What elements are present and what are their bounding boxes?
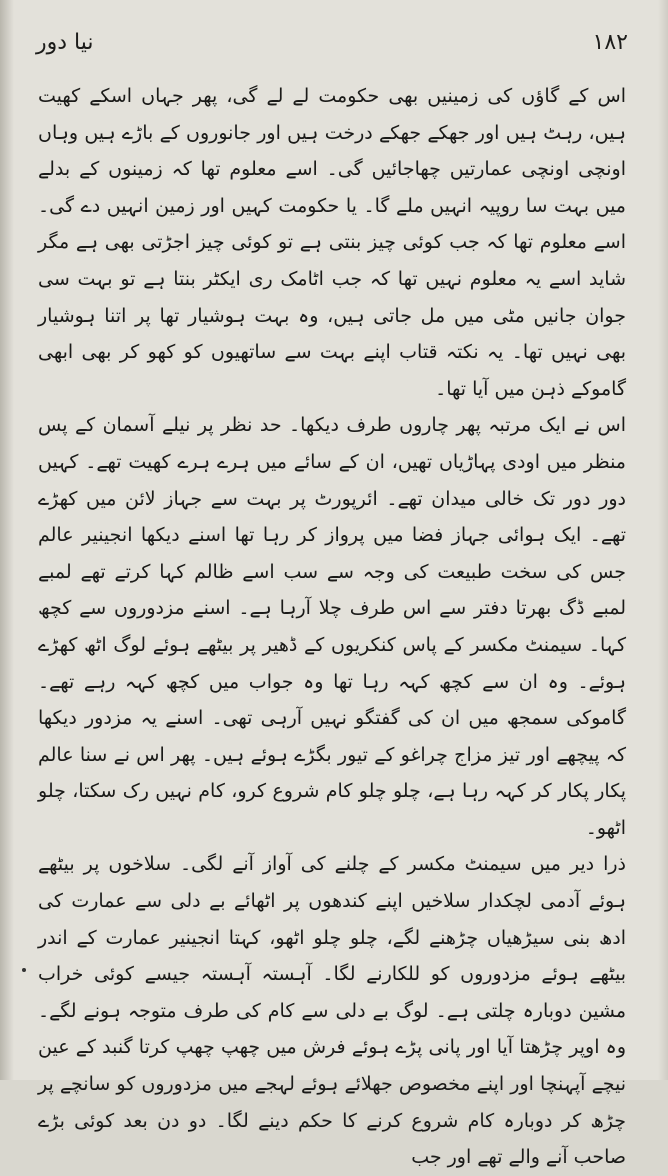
paragraph-1: اس کے گاؤں کی زمینیں بھی حکومت لے لے گی، پھر جہاں اسکے کھیت ہیں، رہٹ ہیں اور جھکے جھکے درخت ہیں اور جانوروں کے باڑے ہیں وہاں اونچی اونچی عمارتیں چھاجائیں گی۔ اسے معلوم تھا کہ زمینوں کے بدلے میں بہت سا روپیہ انہیں ملے گا۔ یا حکومت کہیں اور زمین انہیں دے گی۔ اسے معلوم تھا کہ جب کوئی چیز بنتی ہے تو کوئی چیز اجڑتی بھی ہے مگر شاید اسے یہ معلوم نہیں تھا کہ جب اٹامک ری ایکٹر بنتا ہے تو بہت سی جوان جانیں مٹی میں مل جاتی ہیں، وہ بہت ہوشیار تھا پر اتنا ہوشیار بھی نہیں تھا۔ یہ نکتہ قتاب اپنے بہت سے ساتھیوں کو کھو کر بھی ابھی گاموکے ذہن میں آیا تھا۔ <box>38 85 626 400</box>
margin-dot <box>22 968 26 972</box>
paragraph-2: اس نے ایک مرتبہ پھر چاروں طرف دیکھا۔ حد نظر پر نیلے آسمان کے پس منظر میں اودی پہاڑیاں تھیں، ان کے سائے میں ہرے ہرے کھیت تھے۔ کہیں دور دور تک خالی میدان تھے۔ ائرپورٹ پر بہت سے جہاز لائن میں کھڑے تھے۔ ایک ہوائی جہاز فضا میں پرواز کر رہا تھا اسنے دیکھا انجینیر عالم جس کی سخت طبیعت کی وجہ سے سب اسے ظالم کہا کرتے تھے لمبے لمبے ڈگ بھرتا دفتر سے اس طرف چلا آرہا ہے۔ اسنے مزدوروں سے کچھ کہا۔ سیمنٹ مکسر کے پاس کنکریوں کے ڈھیر پر بیٹھے ہوئے لوگ اٹھ کھڑے ہوئے۔ وہ ان سے کچھ کہہ رہا تھا وہ جواب میں کچھ کہہ رہے تھے۔ گاموکی سمجھ میں ان کی گفتگو نہیں آرہی تھی۔ اسنے یہ مزدور دیکھا کہ پیچھے اور تیز مزاج چراغو کے تیور بگڑے ہوئے ہیں۔ پھر اس نے سنا عالم پکار پکار کر کہہ رہا ہے، چلو چلو کام شروع کرو، کام نہیں رک سکتا، چلو اٹھو۔ <box>38 414 626 839</box>
page-header <box>36 30 628 66</box>
body-text <box>38 78 626 1176</box>
page-number: ۱۸۲ <box>592 30 628 55</box>
running-title: نیا دور <box>36 30 94 55</box>
paragraph-3: ذرا دیر میں سیمنٹ مکسر کے چلنے کی آواز آنے لگی۔ سلاخوں پر بیٹھے ہوئے آدمی لچکدار سلاخیں اپنے کندھوں پر اٹھائے بے دلی سے عمارت کی ادھ بنی سیڑھیاں چڑھنے لگے، چلو چلو اٹھو، کہتا انجینیر عمارت کے اندر بیٹھے ہوئے مزدوروں کو للکارنے لگا۔ آہستہ آہستہ جیسے کوئی خراب مشین دوبارہ چلتی ہے۔ لوگ بے دلی سے کام کی طرف متوجہ ہونے لگے۔ وہ اوپر چڑھتا آیا اور پانی پڑے ہوئے فرش میں چھپ چھپ کرتا گنبد کے عین نیچے آپہنچا اور اپنے مخصوص جھلائے ہوئے لہجے میں مزدوروں کو سانچے پر چڑھ کر دوبارہ کام شروع کرنے کا حکم دینے لگا۔ دو دن بعد کوئی بڑے صاحب آنے والے تھے اور جب <box>38 853 626 1169</box>
